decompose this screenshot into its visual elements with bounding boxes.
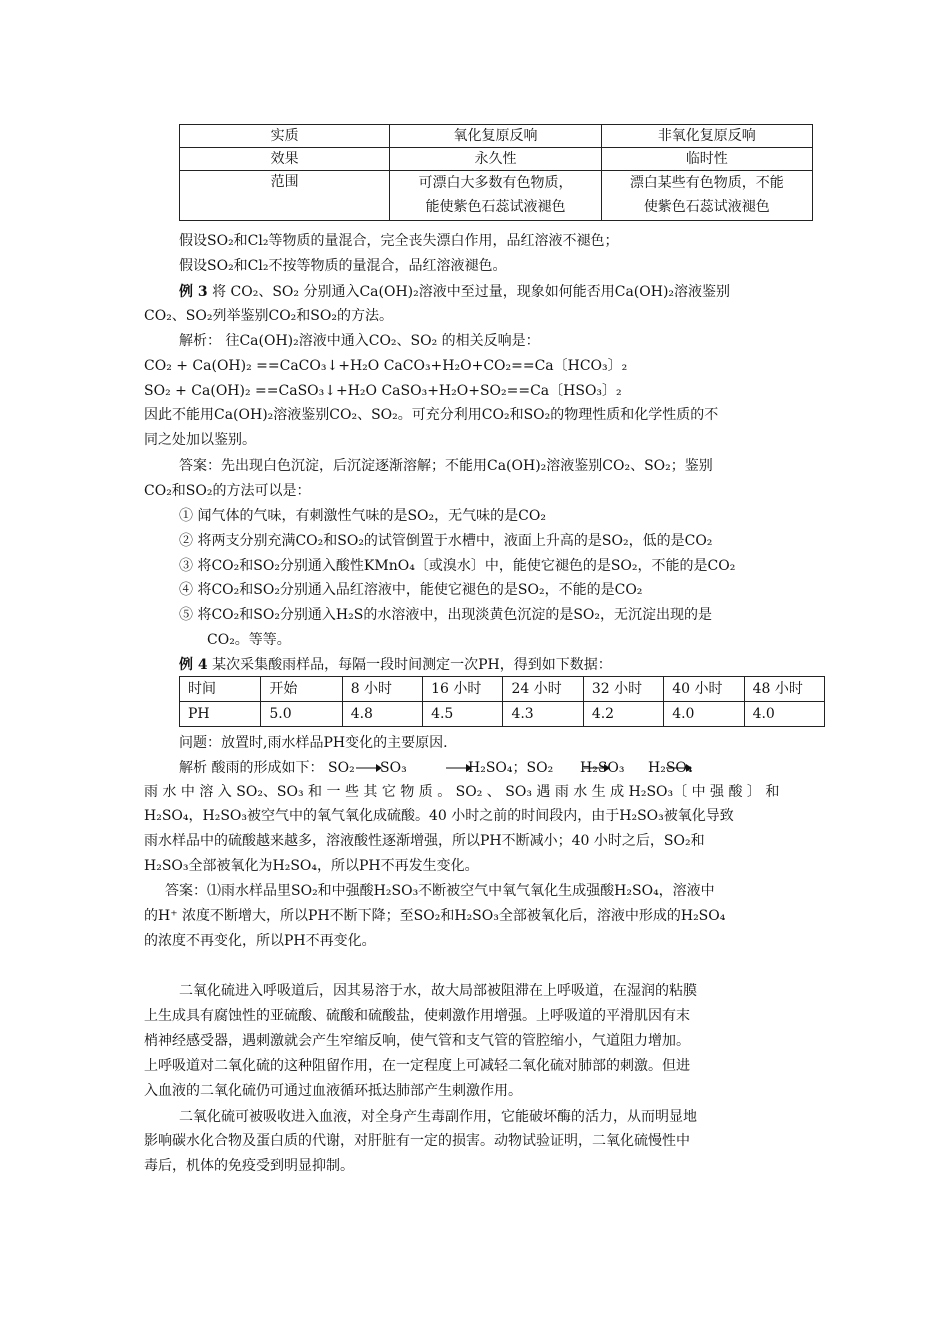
list-item: ① 闻气体的气味，有刺激性气味的是SO₂，无气味的是CO₂	[179, 508, 546, 524]
cell-line: 可漂白大多数有色物质，	[418, 175, 573, 191]
table-cell: 开始	[261, 677, 342, 702]
example-3-heading	[179, 282, 730, 302]
text-line: 雨水样品中的硫酸越来越多，溶液酸性逐渐增强，所以PH不断减小；40 小时之后，SO₂和	[144, 833, 705, 849]
table-cell: PH	[180, 702, 261, 727]
table-cell: 40 小时	[664, 677, 744, 702]
arrow-icon	[356, 763, 382, 773]
reaction-species: SO₃	[380, 760, 407, 776]
text-line: 影响碳水化合物及蛋白质的代谢，对肝脏有一定的损害。动物试验证明，二氧化硫慢性中	[144, 1133, 690, 1149]
reaction-species: SO₂	[328, 760, 355, 776]
table-cell: 32 小时	[583, 677, 663, 702]
text-line: 因此不能用Ca(OH)₂溶液鉴别CO₂、SO₂。可充分利用CO₂和SO₂的物理性质和化学性质的不	[144, 407, 719, 423]
table-cell: 临时性	[601, 148, 812, 171]
text-line: 梢神经感受器，遇刺激就会产生窄缩反响，使气管和支气管的管腔缩小，气道阻力增加。	[144, 1033, 690, 1049]
table-row	[180, 125, 813, 148]
text-line: 雨 水 中 溶 入 SO₂、SO₃ 和 一 些 其 它 物 质 。 SO₂ 、 SO₃ 遇 雨 水 生 成 H₂SO₃〔 中 强 酸 〕 和	[144, 784, 780, 800]
example-4-heading	[179, 655, 612, 675]
text-line: 解析： 往Ca(OH)₂溶液中通入CO₂、SO₂ 的相关反响是：	[179, 333, 540, 349]
text-line: 同之处加以鉴别。	[144, 432, 256, 448]
ph-data-table	[179, 676, 825, 727]
equation-line: SO₂ + Ca(OH)₂ ==CaSO₃↓+H₂O CaSO₃+H₂O+SO₂==Ca〔HSO₃〕₂	[144, 383, 622, 399]
example-text: 某次采集酸雨样品，每隔一段时间测定一次PH，得到如下数据：	[207, 657, 612, 673]
table-cell: 4.0	[744, 702, 824, 727]
reaction-species: H₂SO₃	[580, 760, 625, 776]
table-cell	[390, 171, 601, 221]
text-line: 二氧化硫可被吸收进入血液，对全身产生毒副作用，它能破坏酶的活力，从而明显地	[179, 1109, 697, 1125]
table-cell: 4.8	[342, 702, 422, 727]
text-line: 入血液的二氧化硫仍可通过血液循环抵达肺部产生刺激作用。	[144, 1083, 522, 1099]
text-line: CO₂、SO₂列举鉴别CO₂和SO₂的方法。	[144, 308, 393, 324]
text-line: 答案：先出现白色沉淀，后沉淀逐渐溶解；不能用Ca(OH)₂溶液鉴别CO₂、SO₂；鉴别	[179, 458, 713, 474]
text-line: 假设SO₂和Cl₂不按等物质的量混合，品红溶液褪色。	[179, 258, 507, 274]
table-row	[180, 702, 825, 727]
table-cell: 24 小时	[503, 677, 583, 702]
table-cell: 4.3	[503, 702, 583, 727]
table-cell: 时间	[180, 677, 261, 702]
cell-line: 漂白某些有色物质，不能	[629, 175, 784, 191]
table-row	[180, 148, 813, 171]
text-line: H₂SO₃全部被氧化为H₂SO₄，所以PH不再发生变化。	[144, 858, 479, 874]
list-item-continuation: CO₂。等等。	[207, 632, 291, 648]
cell-line: 使紫色石蕊试液褪色	[643, 199, 770, 215]
table-cell: 8 小时	[342, 677, 422, 702]
text-line: 上呼吸道对二氧化硫的这种阻留作用，在一定程度上可减轻二氧化硫对肺部的刺激。但进	[144, 1058, 690, 1074]
example-label: 例 4	[179, 657, 208, 673]
table-cell: 48 小时	[744, 677, 824, 702]
table-cell: 5.0	[261, 702, 342, 727]
table-cell: 范围	[180, 171, 390, 221]
list-item: ② 将两支分别充满CO₂和SO₂的试管倒置于水槽中，液面上升高的是SO₂，低的是CO₂	[179, 533, 713, 549]
list-item: ③ 将CO₂和SO₂分别通入酸性KMnO₄〔或溴水〕中，能使它褪色的是SO₂，不能的是CO₂	[179, 558, 736, 574]
table-cell: 实质	[180, 125, 390, 148]
text-line: 答案：⑴雨水样品里SO₂和中强酸H₂SO₃不断被空气中氧气氧化生成强酸H₂SO₄，溶液中	[165, 883, 715, 899]
example-label: 例 3	[179, 284, 208, 300]
table-row	[180, 677, 825, 702]
text-line: 假设SO₂和Cl₂等物质的量混合，完全丧失漂白作用，品红溶液不褪色；	[179, 233, 619, 249]
reaction-label: 解析 酸雨的形成如下：	[179, 760, 324, 776]
text-line: 的H⁺ 浓度不断增大，所以PH不断下降；至SO₂和H₂SO₃全部被氧化后，溶液中形成的H₂SO₄	[144, 908, 726, 924]
bleach-comparison-table	[179, 124, 813, 221]
text-line: CO₂和SO₂的方法可以是：	[144, 483, 311, 499]
table-cell: 4.0	[664, 702, 744, 727]
table-cell: 4.2	[583, 702, 663, 727]
table-row	[180, 171, 813, 221]
table-cell: 氧化复原反响	[390, 125, 601, 148]
example-text: 将 CO₂、SO₂ 分别通入Ca(OH)₂溶液中至过量，现象如何能否用Ca(OH)₂溶液鉴别	[207, 284, 731, 300]
reaction-species: H₂SO₄	[648, 760, 693, 776]
table-cell: 16 小时	[423, 677, 503, 702]
text-line: 毒后，机体的免疫受到明显抑制。	[144, 1158, 354, 1174]
list-item: ⑤ 将CO₂和SO₂分别通入H₂S的水溶液中，出现淡黄色沉淀的是SO₂，无沉淀出现的是	[179, 607, 713, 623]
question-line: 问题：放置时,雨水样品PH变化的主要原因.	[179, 735, 448, 751]
text-line: 二氧化硫进入呼吸道后，因其易溶于水，故大局部被阻滞在上呼吸道，在湿润的粘膜	[179, 983, 697, 999]
equation-line: CO₂ + Ca(OH)₂ ==CaCO₃↓+H₂O CaCO₃+H₂O+CO₂==Ca〔HCO₃〕₂	[144, 358, 628, 374]
table-cell	[601, 171, 812, 221]
text-line: H₂SO₄，H₂SO₃被空气中的氧气氧化成硫酸。40 小时之前的时间段内，由于H₂SO₃被氧化导致	[144, 808, 734, 824]
table-cell: 非氧化复原反响	[601, 125, 812, 148]
text-line: 的浓度不再变化，所以PH不再变化。	[144, 933, 376, 949]
cell-line: 能使紫色石蕊试液褪色	[425, 199, 566, 215]
text-line: 上生成具有腐蚀性的亚硫酸、硫酸和硫酸盐，使刺激作用增强。上呼吸道的平滑肌因有末	[144, 1008, 690, 1024]
list-item: ④ 将CO₂和SO₂分别通入品红溶液中，能使它褪色的是SO₂，不能的是CO₂	[179, 582, 643, 598]
reaction-species: H₂SO₄；SO₂	[468, 760, 554, 776]
table-cell: 4.5	[423, 702, 503, 727]
table-cell: 永久性	[390, 148, 601, 171]
table-cell: 效果	[180, 148, 390, 171]
